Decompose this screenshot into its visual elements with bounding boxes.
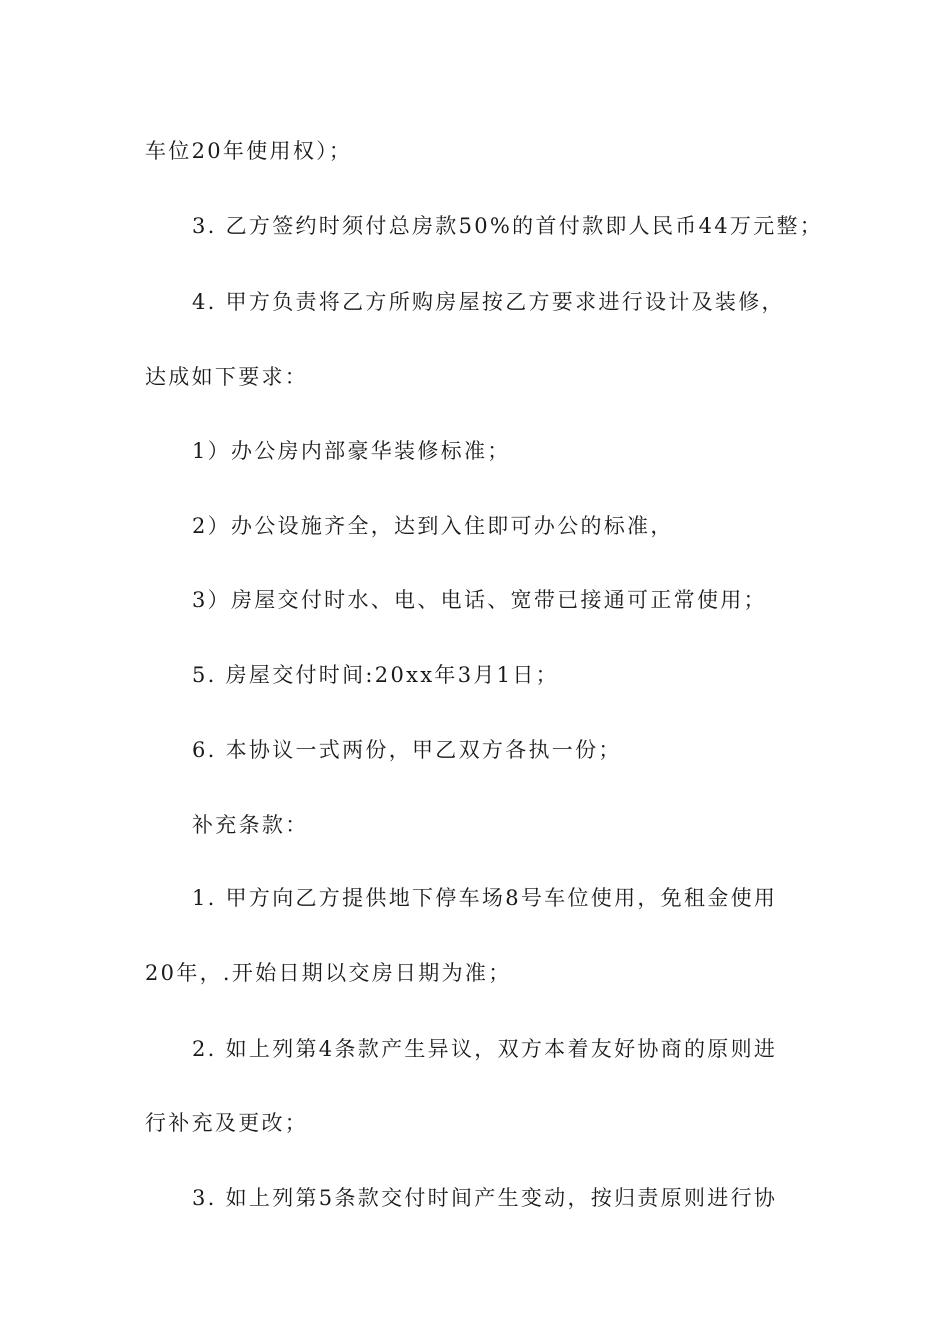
- text-line: 达成如下要求：: [145, 365, 309, 389]
- text-line: 1. 甲方向乙方提供地下停车场8号车位使用，免租金使用: [192, 886, 778, 910]
- text-line: 行补充及更改；: [145, 1111, 309, 1135]
- text-line: 5. 房屋交付时间:20xx年3月1日；: [192, 663, 559, 687]
- text-line: 2. 如上列第4条款产生异议，双方本着友好协商的原则进: [192, 1037, 778, 1061]
- text-line: 2）办公设施齐全，达到入住即可办公的标准，: [192, 514, 674, 538]
- text-line: 20年，.开始日期以交房日期为准；: [145, 961, 512, 985]
- text-line: 3）房屋交付时水、电、电话、宽带已接通可正常使用；: [192, 588, 767, 612]
- text-line: 3. 如上列第5条款交付时间产生变动，按归责原则进行协: [192, 1186, 778, 1210]
- text-line: 4. 甲方负责将乙方所购房屋按乙方要求进行设计及装修，: [192, 290, 785, 314]
- text-line: 1）办公房内部豪华装修标准；: [192, 439, 511, 463]
- section-heading: 补充条款：: [192, 813, 309, 837]
- text-line: 6. 本协议一式两份，甲乙双方各执一份；: [192, 738, 622, 762]
- text-line: 3. 乙方签约时须付总房款50%的首付款即人民币44万元整；: [192, 214, 824, 238]
- text-line: 车位20年使用权）；: [145, 139, 353, 163]
